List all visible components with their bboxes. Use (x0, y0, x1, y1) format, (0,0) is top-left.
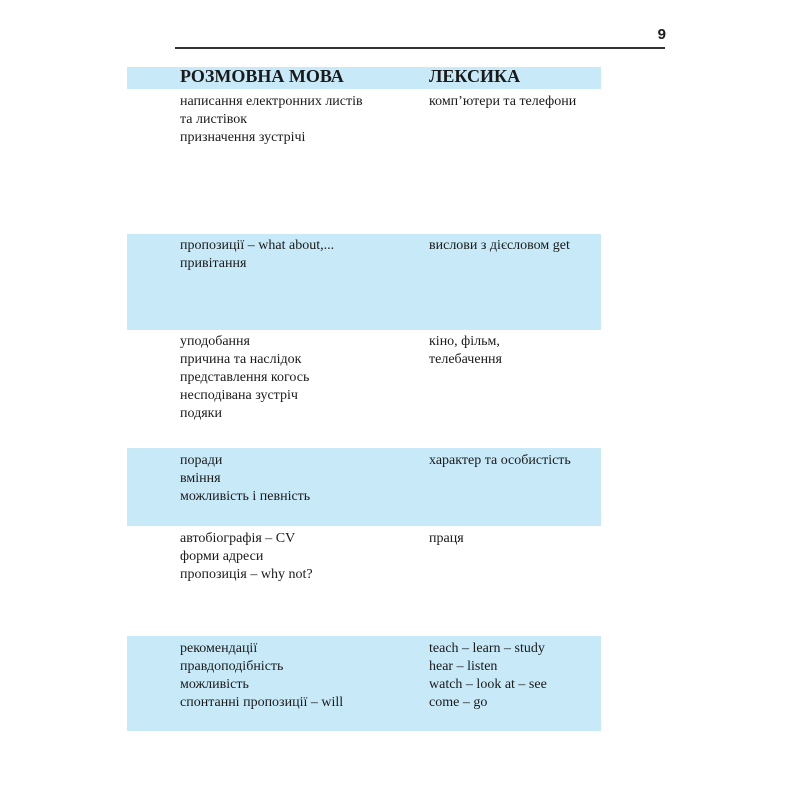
cell-line: форми адреси (180, 549, 264, 564)
row-vocab-cell (429, 237, 604, 255)
cell-line: призначення зустрічі (180, 130, 306, 145)
cell-line: пропозиції – what about,... (180, 238, 335, 253)
cell-line: come – go (429, 695, 488, 710)
cell-line: причина та наслідок (180, 352, 302, 367)
cell-line: watch – look at – see (429, 677, 547, 692)
cell-line: спонтанні пропозиції – will (180, 695, 344, 710)
cell-line: можливість і певність (180, 489, 311, 504)
row-spoken-cell (180, 333, 420, 423)
cell-line: вміння (180, 471, 221, 486)
row-vocab-cell (429, 93, 604, 111)
cell-line: кіно, фільм, (429, 334, 500, 349)
row-vocab-cell (429, 530, 604, 548)
cell-line: та листівок (180, 112, 248, 127)
cell-line: подяки (180, 406, 222, 421)
header-rule (175, 47, 665, 49)
cell-line: телебачення (429, 352, 502, 367)
cell-line: рекомендації (180, 641, 258, 656)
cell-line: teach – learn – study (429, 641, 545, 656)
cell-line: правдоподібність (180, 659, 284, 674)
page-number: 9 (657, 26, 666, 43)
cell-line: несподівана зустріч (180, 388, 298, 403)
header-spoken-language: РОЗМОВНА МОВА (180, 66, 344, 86)
row-spoken-cell (180, 640, 420, 712)
row-spoken-cell (180, 452, 420, 506)
cell-line: вислови з дієсловом get (429, 238, 570, 253)
row-spoken-cell (180, 93, 420, 147)
cell-line: характер та особистість (429, 453, 571, 468)
cell-line: можливість (180, 677, 249, 692)
row-spoken-cell (180, 530, 420, 584)
cell-line: представлення когось (180, 370, 310, 385)
row-vocab-cell (429, 640, 604, 712)
cell-line: написання електронних листів (180, 94, 363, 109)
row-vocab-cell (429, 452, 604, 470)
cell-line: пропозиція – why not? (180, 567, 313, 582)
row-spoken-cell (180, 237, 420, 273)
cell-line: поради (180, 453, 223, 468)
cell-line: привітання (180, 256, 247, 271)
row-vocab-cell (429, 333, 604, 369)
header-vocabulary: ЛЕКСИКА (429, 66, 521, 86)
cell-line: праця (429, 531, 464, 546)
cell-line: автобіографія – CV (180, 531, 296, 546)
cell-line: hear – listen (429, 659, 498, 674)
cell-line: комп’ютери та телефони (429, 94, 577, 109)
cell-line: уподобання (180, 334, 250, 349)
